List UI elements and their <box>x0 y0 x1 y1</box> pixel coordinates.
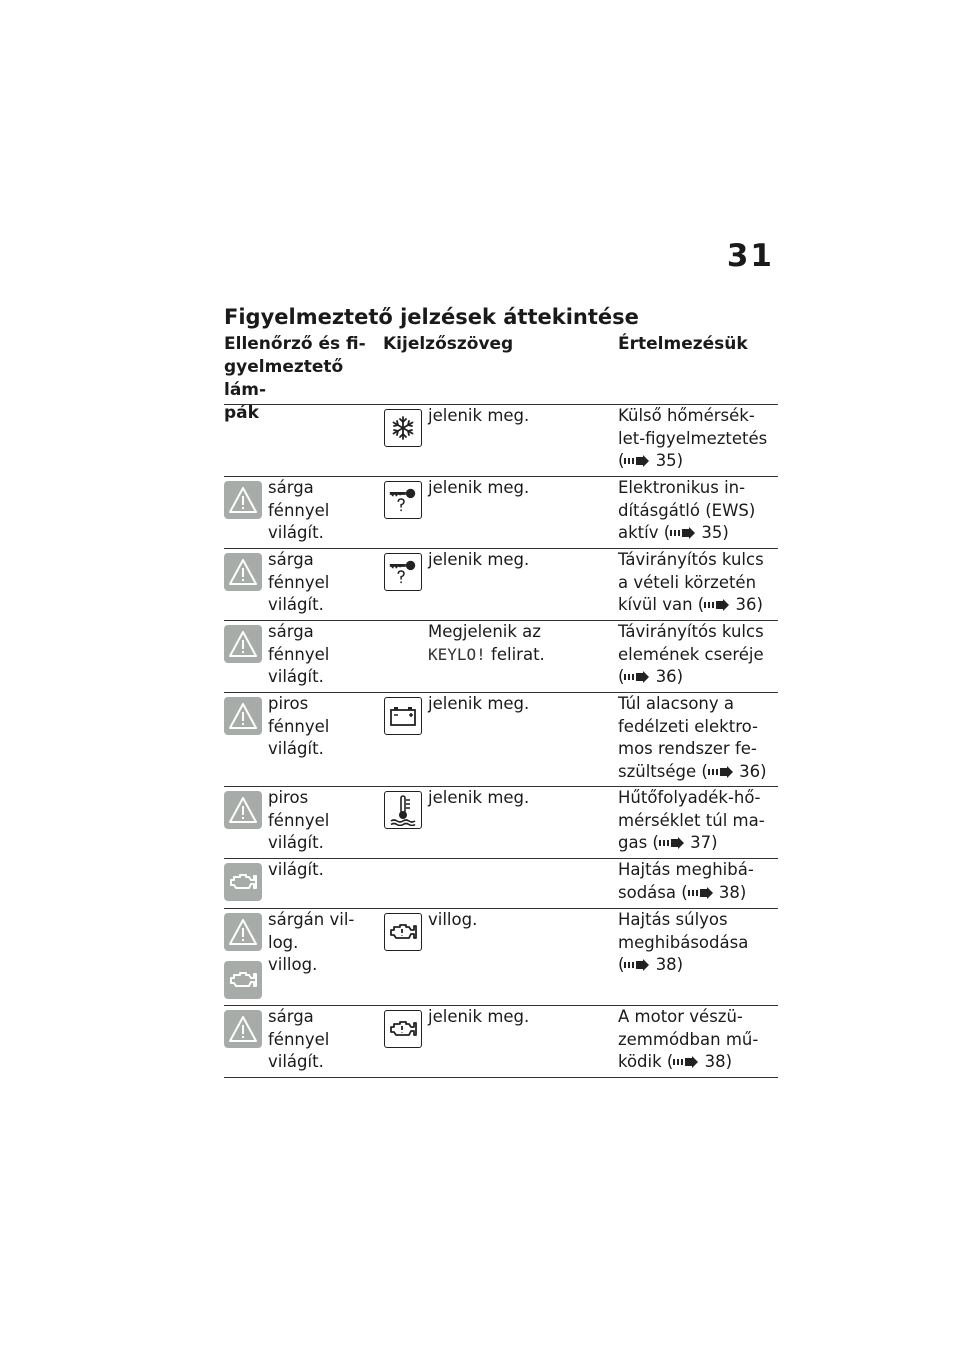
indicator-text: sárgán vil- log. <box>268 910 355 952</box>
warning-triangle-icon <box>224 791 262 829</box>
column-header-display: Kijelzőszöveg <box>383 334 514 354</box>
key-question-icon <box>384 481 422 519</box>
display-prefix: Megjelenik az <box>428 622 541 641</box>
indicator-text: sárga fénnyel világít. <box>268 478 330 542</box>
meaning-cell <box>618 477 778 545</box>
meaning-text: Távirányítós kulcs a vételi körzetén kívül van ( <box>618 550 764 614</box>
page-ref: 36) <box>655 667 684 686</box>
page-ref-arrow-icon <box>688 887 714 899</box>
meaning-text: Külső hőmérsék- let-figyelmeztetés ( <box>618 406 768 470</box>
engine-warning-icon <box>384 913 422 951</box>
table-row <box>224 693 778 787</box>
warning-triangle-icon <box>224 913 262 951</box>
page-ref-arrow-icon <box>670 527 696 539</box>
display-icon-cell <box>384 1010 424 1050</box>
display-text: jelenik meg. <box>428 694 530 713</box>
page-ref: 36) <box>735 595 763 614</box>
column-header-indicator: Ellenőrző és fi- gyelmeztető lám- pák <box>224 334 366 423</box>
display-icon-cell <box>384 553 424 593</box>
column-header-meaning: Értelmezésük <box>618 334 748 354</box>
indicator-text: piros fénnyel világít. <box>268 694 330 758</box>
display-icon-cell <box>384 791 424 831</box>
table-row <box>224 621 778 693</box>
meaning-cell <box>618 405 778 473</box>
display-text: jelenik meg. <box>428 788 530 807</box>
warning-triangle-icon <box>224 697 262 735</box>
table-row <box>224 909 778 1006</box>
page-ref-arrow-icon <box>624 455 650 467</box>
battery-icon <box>384 697 422 735</box>
page-ref-arrow-icon <box>624 671 650 683</box>
table-row <box>224 477 778 549</box>
display-icon-cell <box>384 913 424 953</box>
page-ref: 36) <box>739 761 767 781</box>
page-ref: 35) <box>655 451 684 470</box>
meaning-text: Hajtás súlyos meghibásodása ( <box>618 910 749 974</box>
indicator-text-secondary: villog. <box>268 955 318 974</box>
page-ref: 38) <box>718 882 747 902</box>
indicator-text: sárga fénnyel világít. <box>268 1007 330 1071</box>
page-ref-arrow-icon <box>673 1056 699 1068</box>
table-row <box>224 1006 778 1078</box>
display-suffix: felirat. <box>485 644 545 664</box>
table-row <box>224 787 778 859</box>
meaning-text: Túl alacsony a fedélzeti elektro- mos rendszer fe- szültsége ( <box>618 694 758 781</box>
display-text: jelenik meg. <box>428 478 530 497</box>
display-text: jelenik meg. <box>428 550 530 569</box>
table-row <box>224 405 778 477</box>
meaning-text: Elektronikus in- dításgátló (EWS) aktív ( <box>618 478 756 542</box>
display-text: villog. <box>428 910 478 929</box>
meaning-cell <box>618 909 778 977</box>
page-number: 31 <box>726 238 774 274</box>
display-icon-cell <box>384 697 424 737</box>
warning-table <box>224 404 778 1078</box>
meaning-text: A motor vészü- zemmódban mű- ködik ( <box>618 1007 759 1071</box>
page-ref-arrow-icon <box>659 837 685 849</box>
page-ref-arrow-icon <box>704 599 730 611</box>
page-ref-arrow-icon <box>624 959 650 971</box>
warning-triangle-icon <box>224 1010 262 1048</box>
warning-triangle-icon <box>224 481 262 519</box>
display-icon-cell <box>384 481 424 521</box>
key-question-icon <box>384 553 422 591</box>
meaning-cell <box>618 1006 778 1074</box>
indicator-text: sárga fénnyel világít. <box>268 550 330 614</box>
page-ref: 35) <box>701 523 729 542</box>
page-ref: 37) <box>690 833 718 852</box>
engine-warning-icon <box>384 1010 422 1048</box>
display-text-cell <box>428 621 618 666</box>
warning-triangle-icon <box>224 625 262 663</box>
snowflake-icon <box>384 409 422 447</box>
table-row <box>224 859 778 909</box>
display-text: jelenik meg. <box>428 406 530 425</box>
page-ref: 38) <box>655 955 684 974</box>
meaning-cell <box>618 859 778 904</box>
meaning-cell <box>618 549 778 617</box>
indicator-text: világít. <box>268 860 324 879</box>
meaning-text: Hűtőfolyadék-hő- mérséklet túl ma- gas ( <box>618 788 765 852</box>
indicator-text: sárga fénnyel világít. <box>268 622 330 686</box>
table-row <box>224 549 778 621</box>
display-text: jelenik meg. <box>428 1007 530 1026</box>
engine-icon <box>224 961 262 999</box>
meaning-cell <box>618 787 778 855</box>
warning-triangle-icon <box>224 553 262 591</box>
meaning-text: Hajtás meghibá- sodása ( <box>618 860 754 902</box>
display-code: KEYLO! <box>428 644 486 664</box>
coolant-temperature-icon <box>384 791 422 829</box>
display-icon-cell <box>384 409 424 449</box>
indicator-text: piros fénnyel világít. <box>268 788 330 852</box>
page-ref-arrow-icon <box>708 766 734 778</box>
meaning-cell <box>618 693 778 783</box>
section-title: Figyelmeztető jelzések áttekintése <box>224 305 639 329</box>
page-ref: 38) <box>704 1052 733 1071</box>
meaning-cell <box>618 621 778 689</box>
engine-icon <box>224 863 262 901</box>
meaning-text: Távirányítós kulcs elemének cseréje ( <box>618 622 764 686</box>
